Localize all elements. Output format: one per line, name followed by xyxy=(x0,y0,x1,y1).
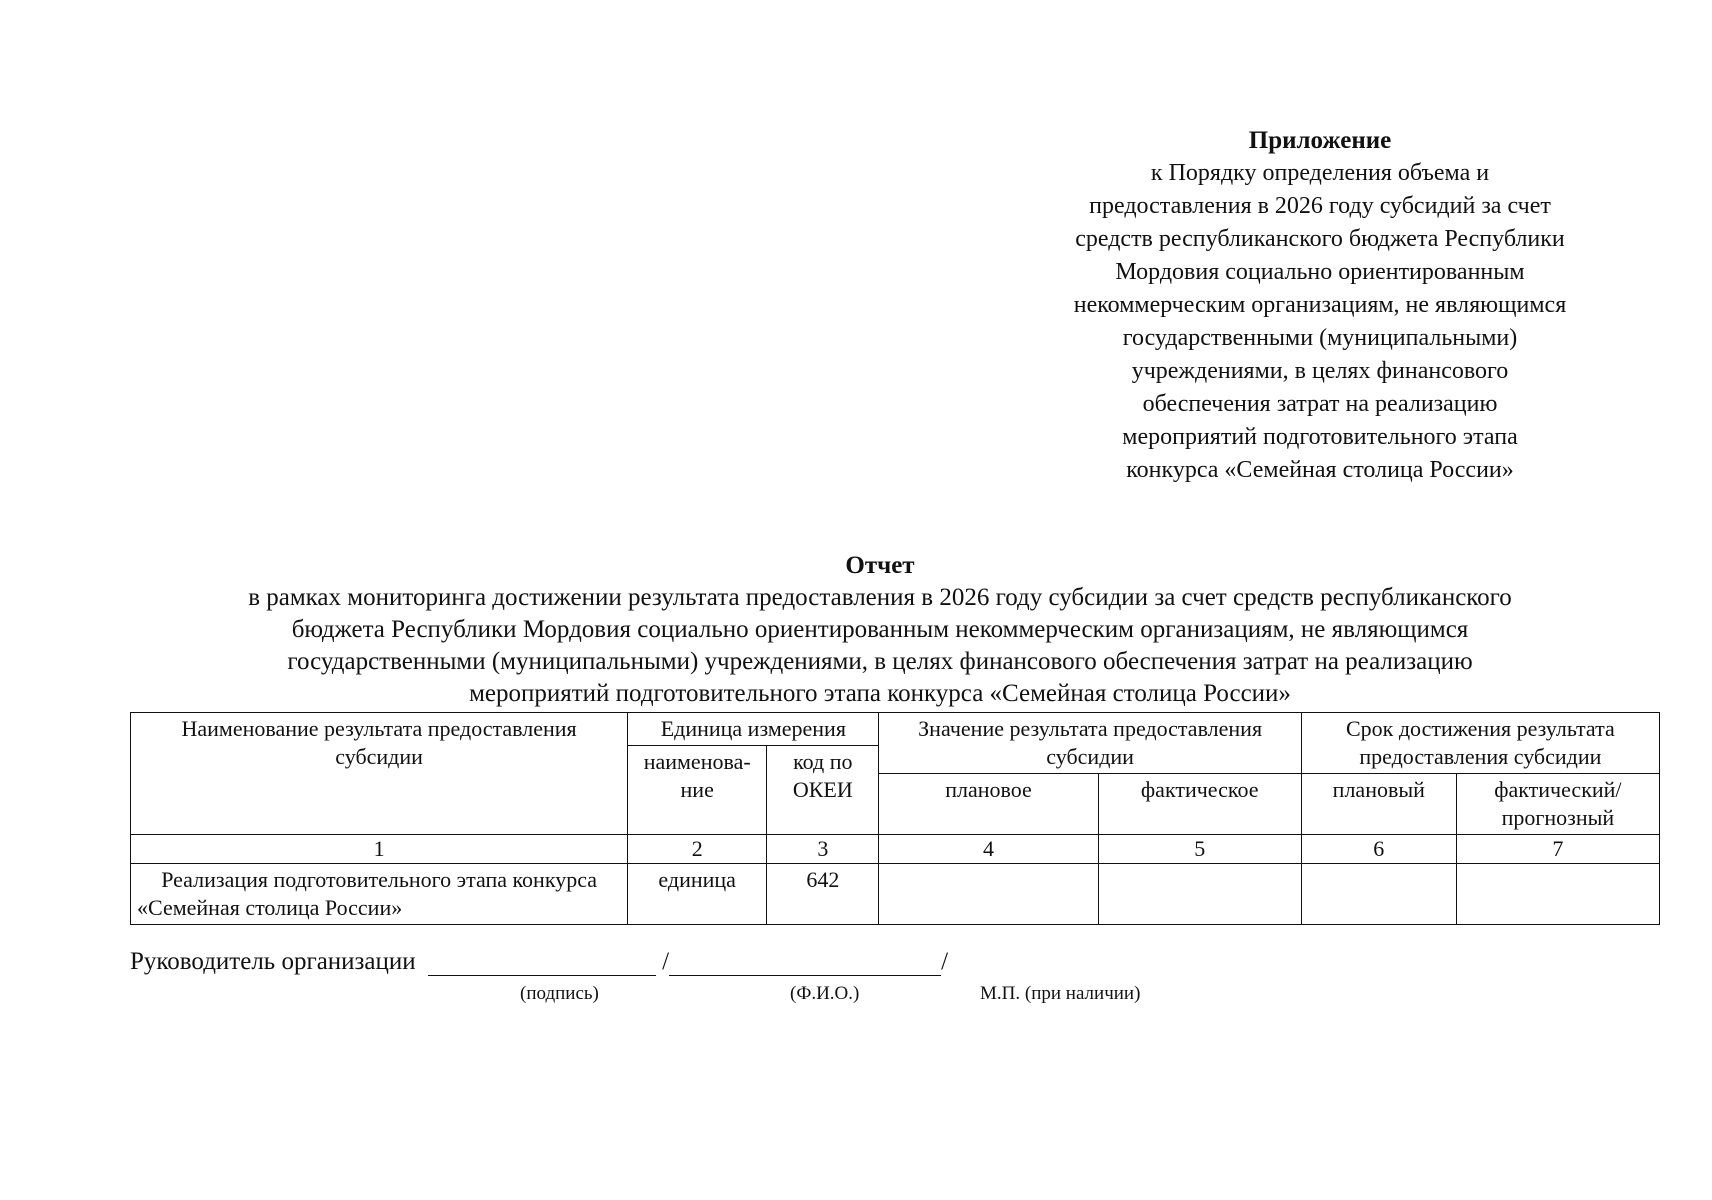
cell-result-name: Реализация подготовительного этапа конкурса «Семейная столица России» xyxy=(131,864,628,925)
header-value: Значение результата предоставления субсидии xyxy=(879,713,1301,774)
signature-field[interactable] xyxy=(428,951,656,976)
cell-unit-code: 642 xyxy=(767,864,879,925)
header-value-actual: фактическое xyxy=(1098,774,1301,835)
appendix-line: учреждениями, в целях финансового xyxy=(1131,358,1509,384)
header-deadline-planned: плановый xyxy=(1301,774,1456,835)
report-subtitle-line: в рамках мониторинга достижении результата предоставления в 2026 году субсидии за счет средств республиканского xyxy=(248,584,1512,611)
report-heading xyxy=(120,550,1640,710)
header-deadline: Срок достижения результата предоставления субсидии xyxy=(1301,713,1659,774)
header-deadline-actual: фактический/ прогнозный xyxy=(1456,774,1659,835)
appendix-line: предоставления в 2026 году субсидий за счет xyxy=(1089,193,1551,219)
appendix-line: к Порядку определения объема и xyxy=(1150,160,1490,186)
header-value-planned: плановое xyxy=(879,774,1098,835)
signature-end: / xyxy=(941,948,949,975)
appendix-title: Приложение xyxy=(1248,127,1392,154)
column-number: 4 xyxy=(879,835,1098,864)
column-number-row xyxy=(131,835,1660,864)
appendix-line: некоммерческим организациям, не являющимся xyxy=(1073,292,1567,318)
caption-seal: М.П. (при наличии) xyxy=(980,983,1141,1004)
table-header-row xyxy=(131,713,1660,746)
report-table xyxy=(130,712,1660,925)
name-field[interactable] xyxy=(669,951,941,976)
header-unit-code: код по ОКЕИ xyxy=(767,746,879,835)
cell-value-planned[interactable] xyxy=(879,864,1098,925)
column-number: 2 xyxy=(628,835,767,864)
cell-deadline-actual[interactable] xyxy=(1456,864,1659,925)
report-subtitle-line: бюджета Республики Мордовия социально ориентированным некоммерческим организациям, не являющимся xyxy=(291,616,1469,643)
appendix-line: обеспечения затрат на реализацию xyxy=(1142,391,1498,417)
caption-name: (Ф.И.О.) xyxy=(790,983,860,1004)
report-subtitle-line: мероприятий подготовительного этапа конкурса «Семейная столица России» xyxy=(469,680,1291,707)
header-result-name: Наименование результата предоставления субсидии xyxy=(131,713,628,835)
appendix-block xyxy=(1010,124,1630,487)
caption-signature: (подпись) xyxy=(520,983,599,1004)
column-number: 7 xyxy=(1456,835,1659,864)
cell-deadline-planned[interactable] xyxy=(1301,864,1456,925)
appendix-line: мероприятий подготовительного этапа xyxy=(1122,424,1518,450)
appendix-line: Мордовия социально ориентированным xyxy=(1115,259,1525,285)
report-subtitle-line: государственными (муниципальными) учреждениями, в целях финансового обеспечения затрат на реализацию xyxy=(287,648,1473,675)
column-number: 1 xyxy=(131,835,628,864)
column-number: 5 xyxy=(1098,835,1301,864)
cell-value-actual[interactable] xyxy=(1098,864,1301,925)
header-unit: Единица измерения xyxy=(628,713,879,746)
cell-unit-name: единица xyxy=(628,864,767,925)
signature-label: Руководитель организации xyxy=(130,948,416,975)
column-number: 3 xyxy=(767,835,879,864)
appendix-line: конкурса «Семейная столица России» xyxy=(1126,457,1514,483)
appendix-line: государственными (муниципальными) xyxy=(1122,325,1518,351)
column-number: 6 xyxy=(1301,835,1456,864)
appendix-line: средств республиканского бюджета Республики xyxy=(1075,226,1565,252)
signature-separator: / xyxy=(662,948,670,975)
signature-line xyxy=(130,948,1530,976)
report-title: Отчет xyxy=(845,552,915,579)
header-unit-name: наименова-ние xyxy=(628,746,767,835)
table-row xyxy=(131,864,1660,925)
